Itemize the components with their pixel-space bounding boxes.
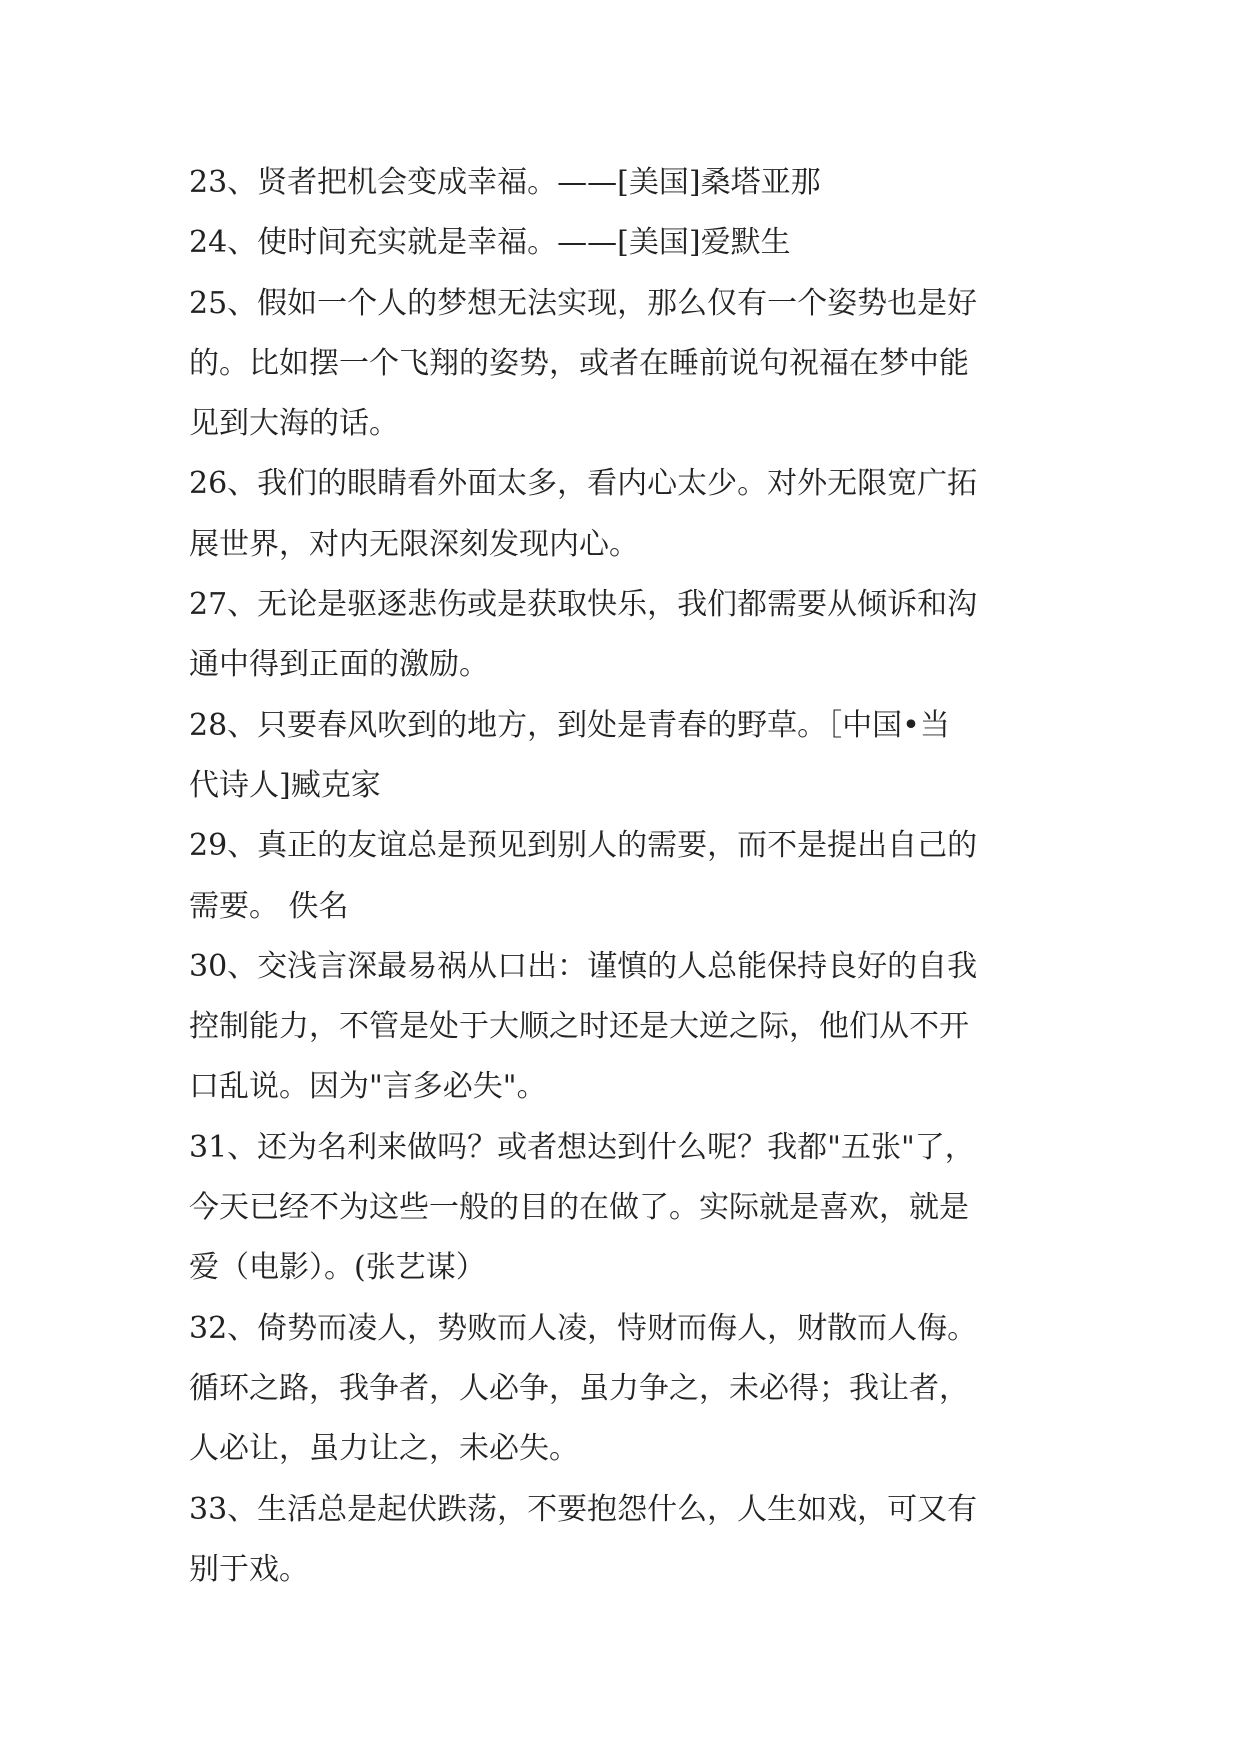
text-line: 展世界，对内无限深刻发现内心。 xyxy=(189,526,639,562)
text-line: 人必让，虽力让之，未必失。 xyxy=(189,1431,579,1467)
text-line: 31、还为名利来做吗？或者想达到什么呢？我都"五张"了， xyxy=(189,1129,975,1165)
text-line: 29、真正的友谊总是预见到别人的需要，而不是提出自己的 xyxy=(189,828,978,864)
text-line: 32、倚势而凌人，势败而人凌，恃财而侮人，财散而人侮。 xyxy=(189,1310,978,1346)
text-line: 口乱说。因为"言多必失"。 xyxy=(189,1069,547,1105)
text-line: 代诗人]臧克家 xyxy=(189,767,381,803)
text-line: 需要。 佚名 xyxy=(189,888,349,924)
text-line: 循环之路，我争者，人必争，虽力争之，未必得；我让者， xyxy=(189,1370,969,1406)
text-line: 别于戏。 xyxy=(189,1551,309,1587)
text-line: 爱（电影）。(张艺谋） xyxy=(189,1250,486,1286)
text-line: 30、交浅言深最易祸从口出：谨慎的人总能保持良好的自我 xyxy=(189,948,978,984)
text-line: 控制能力，不管是处于大顺之时还是大逆之际，他们从不开 xyxy=(189,1009,969,1045)
text-line: 通中得到正面的激励。 xyxy=(189,647,489,683)
text-line: 27、无论是驱逐悲伤或是获取快乐，我们都需要从倾诉和沟 xyxy=(189,587,978,623)
text-line: 25、假如一个人的梦想无法实现，那么仅有一个姿势也是好 xyxy=(189,285,978,321)
text-line: 26、我们的眼睛看外面太多，看内心太少。对外无限宽广拓 xyxy=(189,466,978,502)
text-line: 见到大海的话。 xyxy=(189,406,399,442)
text-line: 今天已经不为这些一般的目的在做了。实际就是喜欢，就是 xyxy=(189,1190,969,1226)
text-line: 24、使时间充实就是幸福。——[美国]爱默生 xyxy=(189,225,791,261)
text-line: 28、只要春风吹到的地方，到处是青春的野草。［中国•当 xyxy=(189,707,950,743)
text-line: 的。比如摆一个飞翔的姿势，或者在睡前说句祝福在梦中能 xyxy=(189,345,969,381)
document-body xyxy=(189,153,1059,1600)
text-line: 23、贤者把机会变成幸福。——[美国]桑塔亚那 xyxy=(189,165,821,200)
text-line: 33、生活总是起伏跌荡，不要抱怨什么，人生如戏，可又有 xyxy=(189,1491,978,1527)
